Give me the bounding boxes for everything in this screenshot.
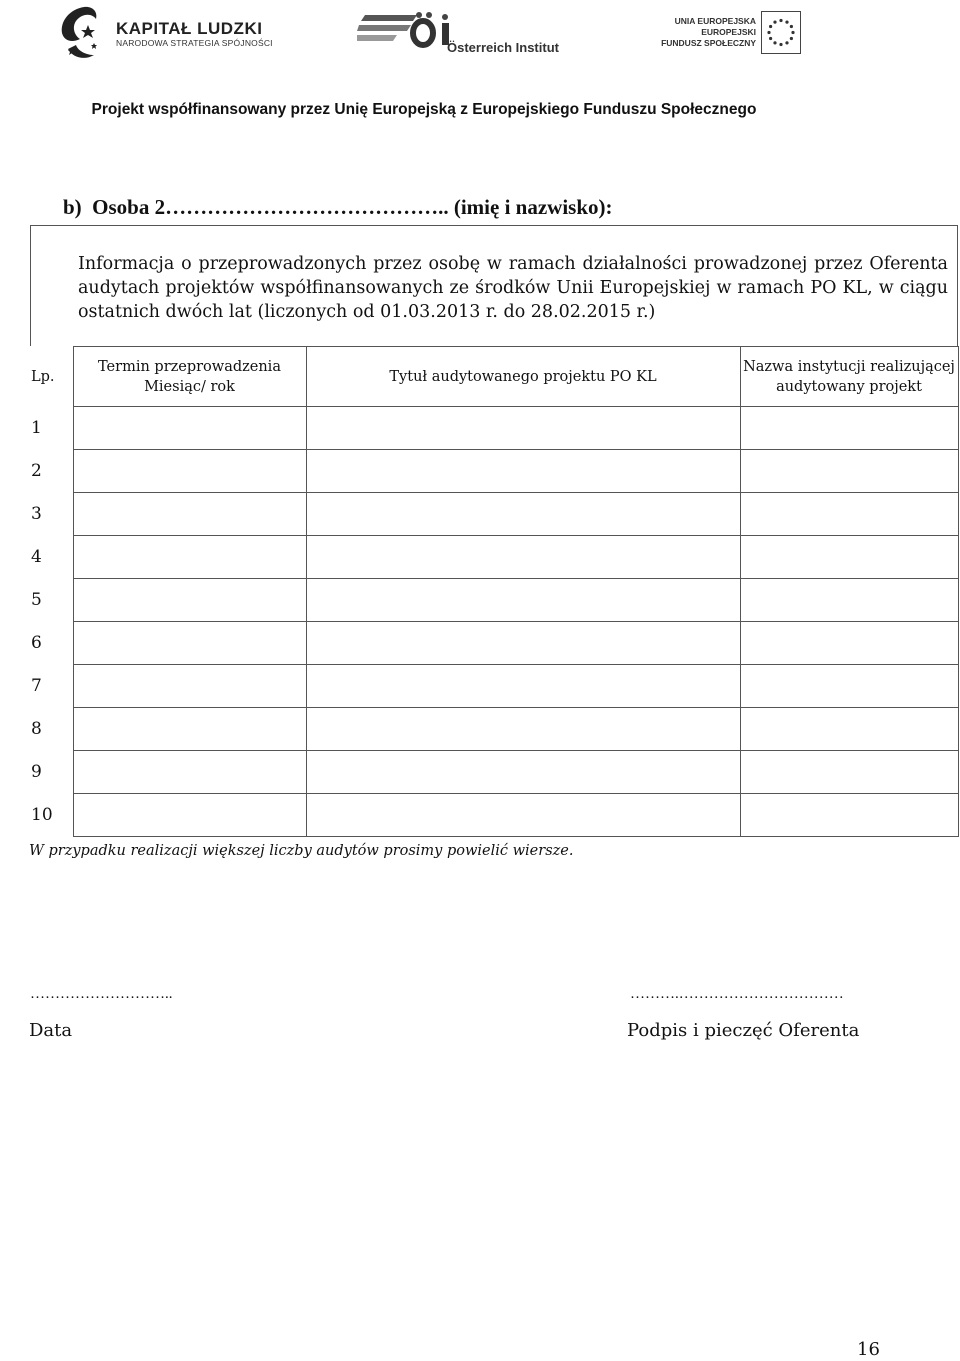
date-dotted-line: ………………………..: [30, 986, 173, 1002]
page-number: 16: [857, 1339, 880, 1360]
cell-institution[interactable]: [740, 751, 958, 794]
cell-date[interactable]: [73, 751, 306, 794]
table-row: [28, 622, 958, 665]
osterreich-institut-logo-icon: [357, 11, 457, 53]
kapital-ludzki-logo-icon: [58, 3, 102, 63]
cell-lp: 3: [28, 493, 73, 536]
signature-dotted-line: ……….……………………………: [630, 986, 844, 1002]
cell-lp: 2: [28, 450, 73, 493]
cell-lp: 9: [28, 751, 73, 794]
cell-project-title[interactable]: [306, 665, 740, 708]
cell-institution[interactable]: [740, 579, 958, 622]
eu-star-icon: [769, 25, 772, 28]
table-row: [28, 493, 958, 536]
cell-lp: 4: [28, 536, 73, 579]
cell-date[interactable]: [73, 579, 306, 622]
audits-table: [28, 346, 959, 837]
eu-star-icon: [773, 41, 776, 44]
column-header-date: Termin przeprowadzenia Miesiąc/ rok: [73, 347, 306, 407]
cell-date[interactable]: [73, 665, 306, 708]
eu-star-icon: [779, 19, 782, 22]
kapital-ludzki-logo-subtitle: NARODOWA STRATEGIA SPÓJNOŚCI: [116, 38, 273, 48]
cell-lp: 8: [28, 708, 73, 751]
eu-star-icon: [769, 37, 772, 40]
cell-project-title[interactable]: [306, 794, 740, 837]
table-row: [28, 708, 958, 751]
cell-date[interactable]: [73, 794, 306, 837]
eu-star-icon: [785, 21, 788, 24]
cell-lp: 10: [28, 794, 73, 837]
cell-project-title[interactable]: [306, 579, 740, 622]
cell-institution[interactable]: [740, 665, 958, 708]
cell-date[interactable]: [73, 493, 306, 536]
table-row: [28, 536, 958, 579]
cell-institution[interactable]: [740, 450, 958, 493]
cell-date[interactable]: [73, 536, 306, 579]
table-row: [28, 579, 958, 622]
column-header-title: Tytuł audytowanego projektu PO KL: [306, 347, 740, 407]
info-text: Informacja o przeprowadzonych przez osobę w ramach działalności prowadzonej przez Oferenta audytach projektów współfinansowanych ze środków Unii Europejskiej w ramach PO KL, w ciągu ostatnich dwóch lat (liczonych od 01.03.2013 r. do 28.02.2015 r.): [78, 254, 948, 322]
eu-star-icon: [779, 43, 782, 46]
kapital-ludzki-logo-title: KAPITAŁ LUDZKI: [116, 19, 263, 38]
cell-project-title[interactable]: [306, 450, 740, 493]
table-row: [28, 751, 958, 794]
date-label: Data: [29, 1020, 73, 1041]
cell-project-title[interactable]: [306, 407, 740, 450]
cell-date[interactable]: [73, 407, 306, 450]
eu-star-icon: [790, 25, 793, 28]
cell-institution[interactable]: [740, 407, 958, 450]
eu-star-icon: [785, 41, 788, 44]
osterreich-institut-logo-text: Österreich Institut: [447, 40, 559, 55]
eu-logo-line-1: UNIA EUROPEJSKA: [674, 16, 756, 26]
signature-label: Podpis i pieczęć Oferenta: [627, 1020, 860, 1041]
table-row: [28, 407, 958, 450]
cell-date[interactable]: [73, 708, 306, 751]
cell-project-title[interactable]: [306, 493, 740, 536]
eu-star-icon: [791, 31, 794, 34]
cell-lp: 7: [28, 665, 73, 708]
eu-logo-line-3: FUNDUSZ SPOŁECZNY: [661, 38, 756, 48]
cell-institution[interactable]: [740, 708, 958, 751]
eu-star-icon: [773, 21, 776, 24]
table-note: W przypadku realizacji większej liczby audytów prosimy powielić wiersze.: [29, 843, 574, 859]
table-row: [28, 665, 958, 708]
cell-project-title[interactable]: [306, 708, 740, 751]
cell-institution[interactable]: [740, 794, 958, 837]
cell-institution[interactable]: [740, 622, 958, 665]
section-title: b) Osoba 2………………………………….. (imię i nazwisko):: [63, 195, 613, 219]
table-header-row: [28, 347, 958, 407]
cell-lp: 1: [28, 407, 73, 450]
table-row: [28, 450, 958, 493]
cell-lp: 6: [28, 622, 73, 665]
eu-star-icon: [790, 37, 793, 40]
table-row: [28, 794, 958, 837]
column-header-institution: Nazwa instytucji realizującej audytowany projekt: [740, 347, 958, 407]
cell-project-title[interactable]: [306, 622, 740, 665]
cell-lp: 5: [28, 579, 73, 622]
eu-flag-icon: [761, 11, 801, 54]
eu-star-icon: [767, 31, 770, 34]
cell-date[interactable]: [73, 450, 306, 493]
column-header-lp: Lp.: [28, 347, 73, 407]
cell-institution[interactable]: [740, 536, 958, 579]
cell-project-title[interactable]: [306, 536, 740, 579]
cell-project-title[interactable]: [306, 751, 740, 794]
cell-date[interactable]: [73, 622, 306, 665]
eu-logo-line-2: EUROPEJSKI: [701, 27, 756, 37]
cell-institution[interactable]: [740, 493, 958, 536]
cofinancing-statement: Projekt współfinansowany przez Unię Europejską z Europejskiego Funduszu Społecznego: [91, 101, 757, 118]
eu-logo-text: [660, 16, 756, 49]
